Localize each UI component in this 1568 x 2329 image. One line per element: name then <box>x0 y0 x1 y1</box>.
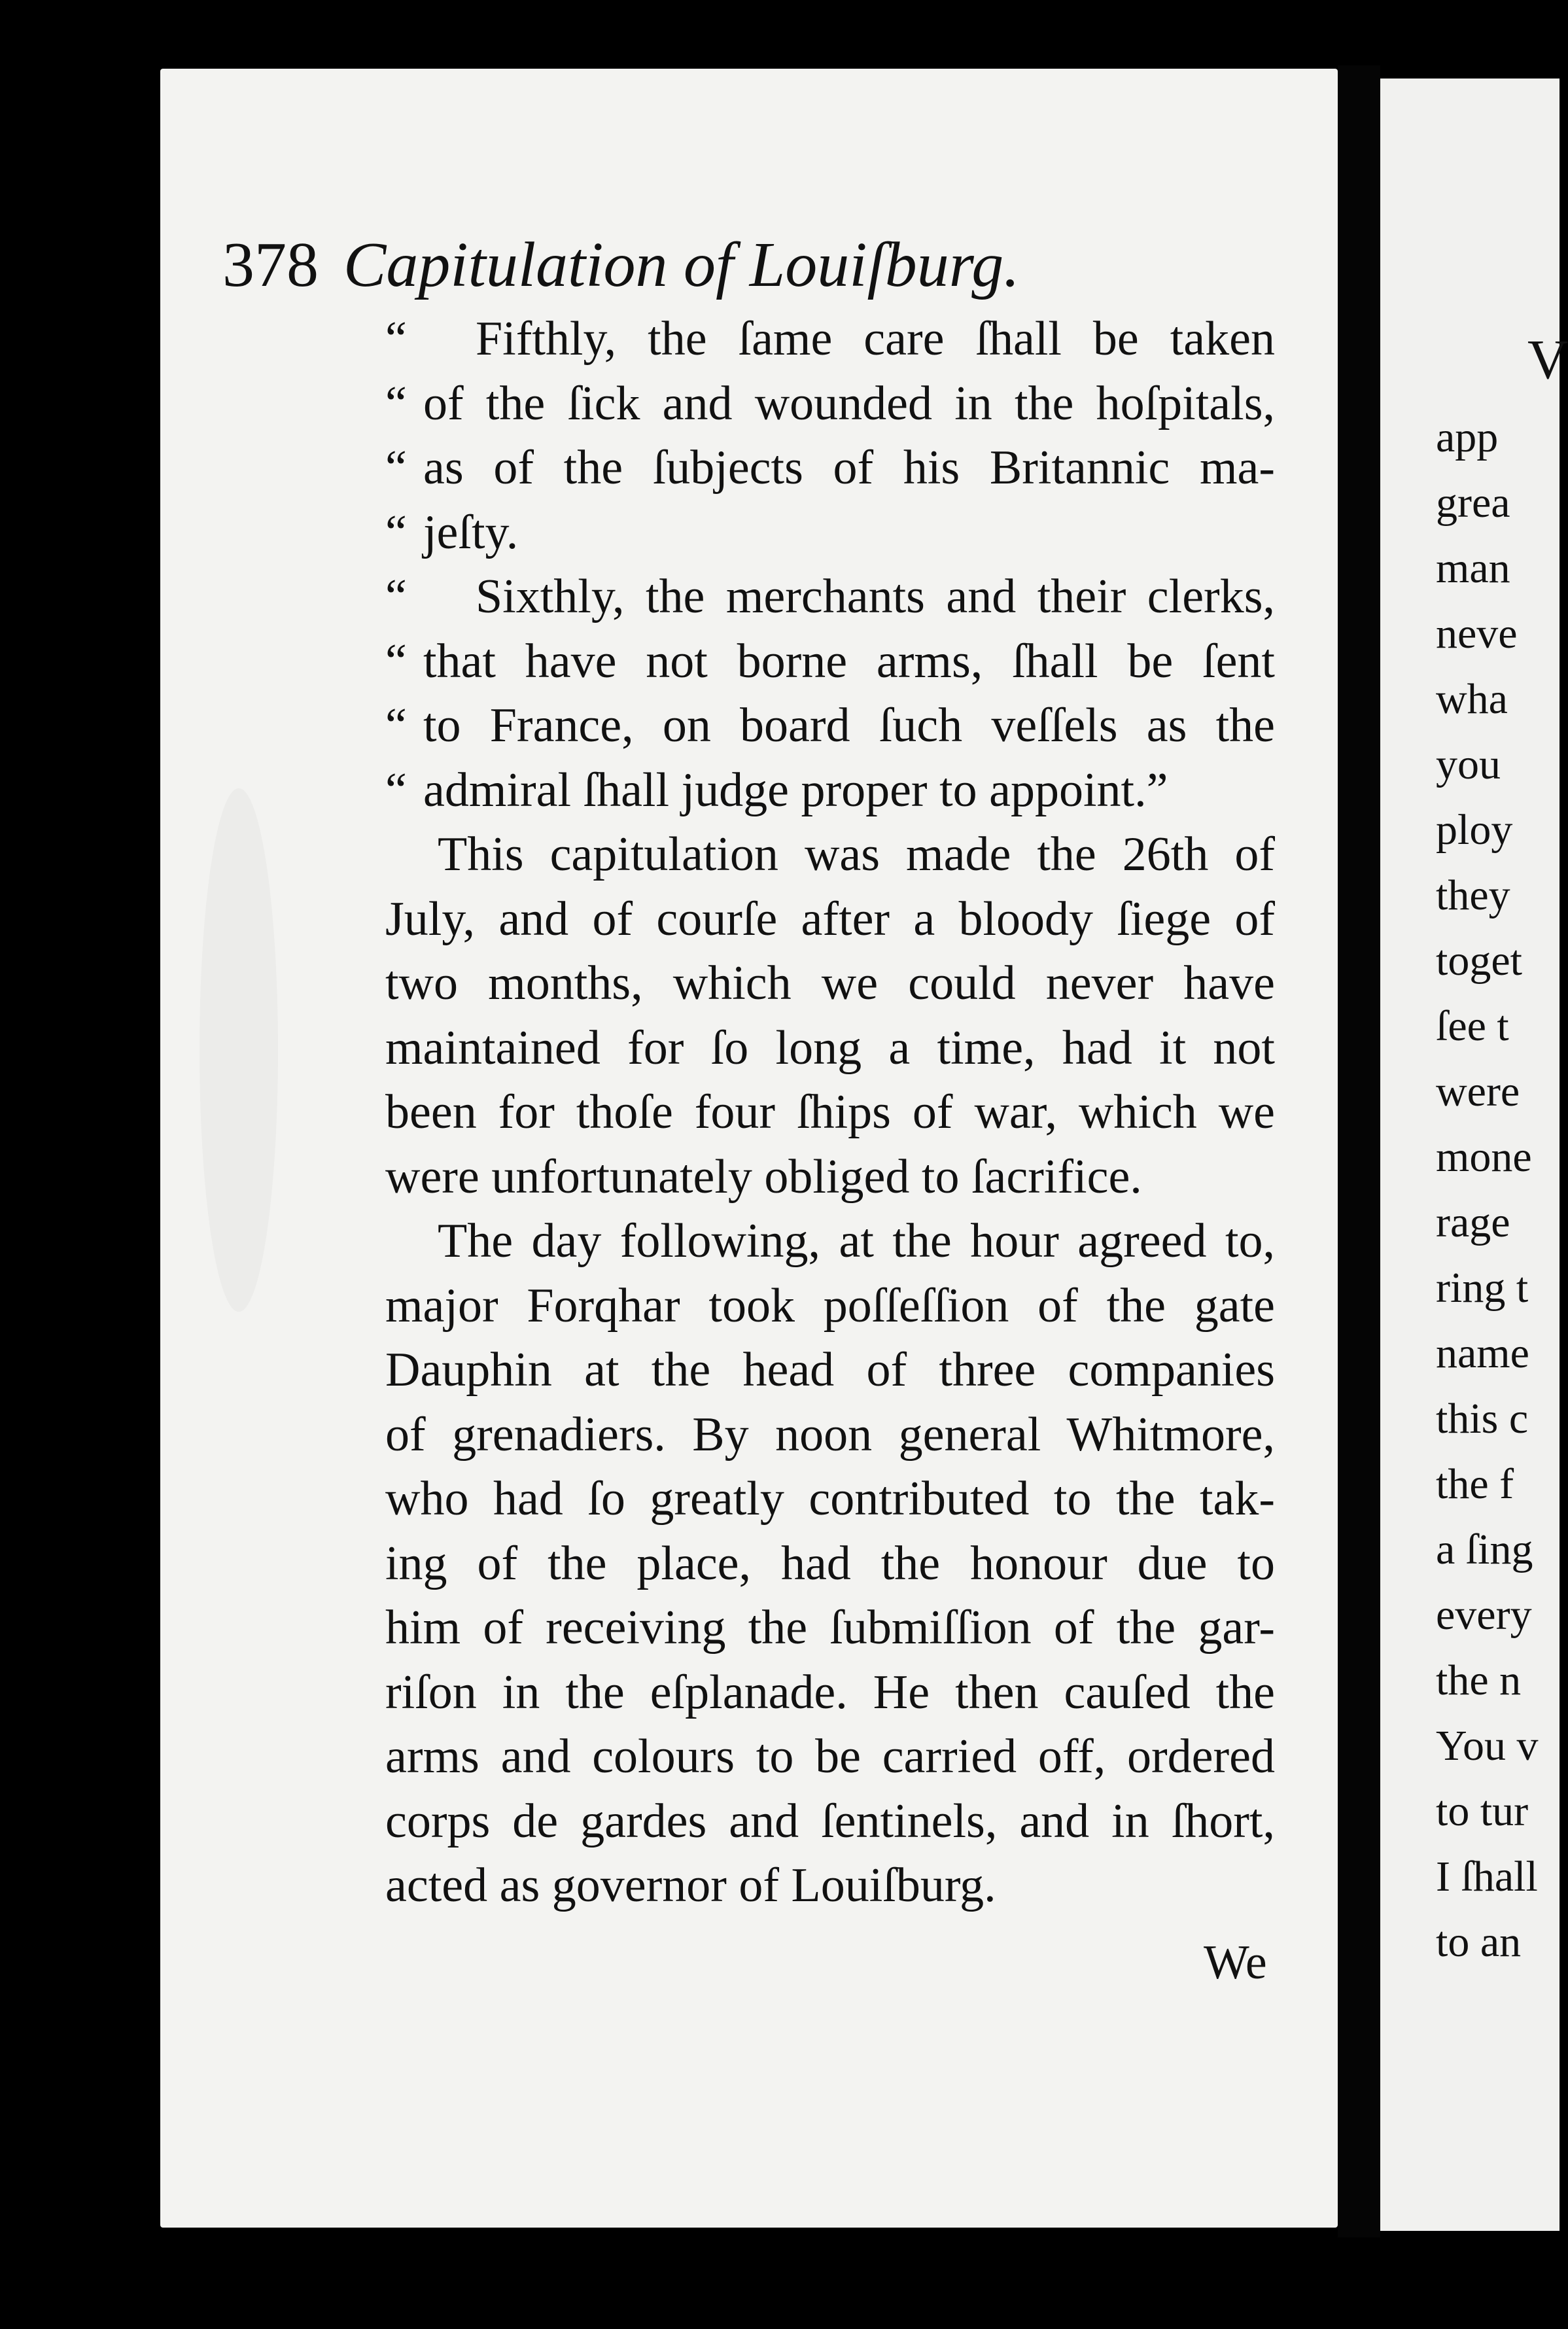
text-line <box>385 758 1275 823</box>
facing-line-fragment: you <box>1436 741 1501 788</box>
text-line <box>385 564 1275 629</box>
quote-mark: “ <box>385 441 407 495</box>
text-line <box>385 306 1275 372</box>
quote-mark: “ <box>385 505 407 559</box>
line-text: him of receiving the ſubmiſſion of the gar- <box>385 1601 1275 1655</box>
facing-page <box>1380 79 1568 2231</box>
text-line <box>385 435 1275 500</box>
facing-line-fragment: this c <box>1436 1395 1529 1443</box>
facing-line-fragment: name <box>1436 1329 1529 1377</box>
facing-line-fragment: ring t <box>1436 1264 1529 1312</box>
facing-line-fragment: a ſing <box>1436 1526 1533 1573</box>
line-text: Dauphin at the head of three companies <box>385 1343 1275 1397</box>
facing-line-fragment: wha <box>1436 675 1508 723</box>
facing-line-fragment: the n <box>1436 1656 1522 1704</box>
line-text: major Forqhar took poſſeſſion of the gate <box>385 1278 1275 1333</box>
line-text: to France, on board ſuch veſſels as the <box>423 699 1275 752</box>
line-text: ing of the place, had the honour due to <box>385 1536 1275 1590</box>
line-text: July, and of courſe after a bloody ſiege of <box>385 892 1275 946</box>
running-head <box>222 226 1171 304</box>
facing-line-fragment: every <box>1436 1591 1532 1639</box>
line-text: were unfortunately obliged to ſacrifice. <box>385 1149 1142 1204</box>
facing-line-fragment: V <box>1527 328 1568 391</box>
line-text: of the ſick and wounded in the hoſpitals, <box>423 376 1275 430</box>
facing-line-fragment: were <box>1436 1068 1520 1115</box>
line-text: two months, which we could never have <box>385 956 1275 1010</box>
text-line <box>385 693 1275 758</box>
line-text: This capitulation was made the 26th of <box>438 828 1275 881</box>
facing-line-fragment: I ſhall <box>1436 1853 1538 1900</box>
text-line <box>385 629 1275 694</box>
text-line <box>385 1144 1275 1210</box>
text-line <box>385 1337 1275 1403</box>
quote-mark: “ <box>385 699 407 752</box>
text-line <box>385 951 1275 1016</box>
line-text: arms and colours to be carried off, ordered <box>385 1730 1275 1783</box>
quote-mark: “ <box>385 763 407 817</box>
facing-line-fragment: mone <box>1436 1133 1532 1181</box>
facing-line-fragment: man <box>1436 544 1510 592</box>
quote-mark: “ <box>385 634 407 688</box>
facing-line-fragment: to an <box>1436 1918 1522 1966</box>
chapter-title: Capitulation of Louiſburg. <box>343 230 1020 300</box>
line-text: admiral ſhall judge proper to appoint.” <box>423 763 1168 817</box>
facing-line-fragment: app <box>1436 413 1499 461</box>
text-line <box>385 1015 1275 1081</box>
facing-line-fragment: You v <box>1436 1722 1539 1770</box>
catchword: We <box>1204 1936 1267 1989</box>
quote-mark: “ <box>385 570 407 623</box>
facing-line-fragment: they <box>1436 871 1510 919</box>
text-line <box>385 886 1275 952</box>
line-text: been for thoſe four ſhips of war, which we <box>385 1085 1275 1139</box>
facing-line-fragment: ploy <box>1436 806 1513 854</box>
text-line <box>385 500 1275 565</box>
text-line <box>385 1079 1275 1145</box>
line-text: Fifthly, the ſame care ſhall be taken <box>476 312 1275 366</box>
facing-line-fragment: rage <box>1436 1199 1510 1246</box>
facing-line-fragment: neve <box>1436 610 1518 657</box>
line-text: jeſty. <box>423 505 519 559</box>
text-line <box>385 1531 1275 1596</box>
facing-line-fragment: toget <box>1436 937 1522 985</box>
line-text: maintained for ſo long a time, had it not <box>385 1021 1275 1075</box>
text-line <box>385 1595 1275 1660</box>
line-text: riſon in the eſplanade. He then cauſed the <box>385 1665 1275 1719</box>
line-text: corps de gardes and ſentinels, and in ſhort, <box>385 1794 1275 1848</box>
facing-line-fragment: to tur <box>1436 1787 1529 1835</box>
text-line <box>385 1853 1275 1918</box>
quote-mark: “ <box>385 312 407 366</box>
facing-line-fragment: ſee t <box>1436 1002 1509 1050</box>
text-line <box>385 371 1275 436</box>
text-line <box>385 1273 1275 1339</box>
text-line <box>385 1724 1275 1789</box>
quote-mark: “ <box>385 376 407 430</box>
facing-line-fragment: the f <box>1436 1460 1514 1508</box>
line-text: that have not borne arms, ſhall be ſent <box>423 634 1275 688</box>
line-text: Sixthly, the merchants and their clerks, <box>476 570 1275 623</box>
line-text: of grenadiers. By noon general Whitmore, <box>385 1407 1275 1462</box>
book-gutter <box>1338 65 1380 2237</box>
text-line <box>385 822 1275 887</box>
line-text: who had ſo greatly contributed to the tak- <box>385 1472 1275 1526</box>
line-text: The day following, at the hour agreed to, <box>438 1214 1275 1268</box>
line-text: as of the ſubjects of his Britannic ma- <box>423 441 1275 495</box>
text-line <box>385 1789 1275 1854</box>
facing-line-fragment: grea <box>1436 479 1510 527</box>
text-line <box>385 1660 1275 1725</box>
line-text: acted as governor of Louiſburg. <box>385 1859 996 1912</box>
text-line <box>385 1402 1275 1467</box>
page-number: 378 <box>222 230 319 300</box>
body-text <box>386 306 1276 1981</box>
text-line <box>385 1208 1275 1274</box>
page-stain <box>200 788 278 1312</box>
text-line <box>385 1466 1275 1532</box>
